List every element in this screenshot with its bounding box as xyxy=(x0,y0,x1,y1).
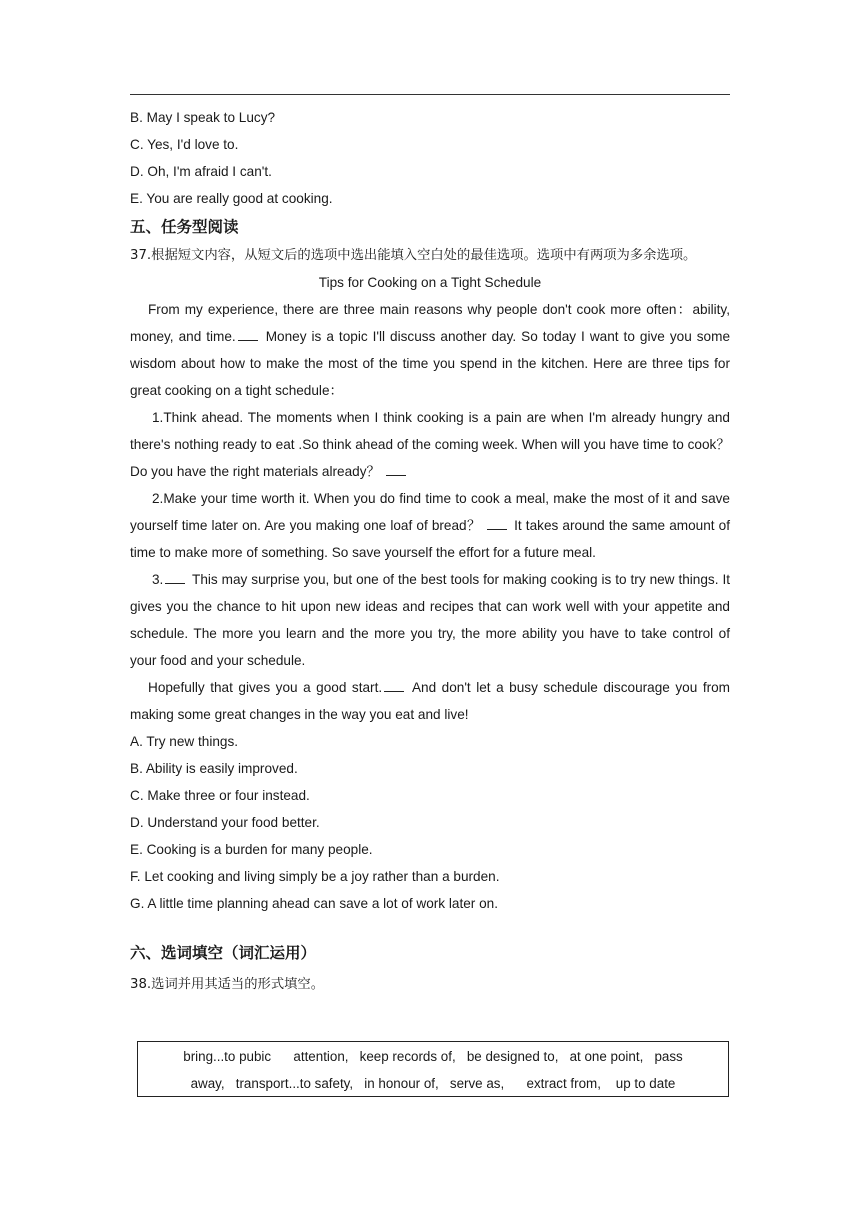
passage-title: Tips for Cooking on a Tight Schedule xyxy=(318,275,542,290)
word-bank-box xyxy=(137,1041,729,1097)
word-bank-line-2: away, transport...to safety, in honour of, serve as, extract from, up to date xyxy=(190,1076,676,1091)
question-37-instruction: 37.根据短文内容，从短文后的选项中选出能填入空白处的最佳选项。选项中有两项为多余选项。 xyxy=(130,248,697,263)
question-38-instruction: 38.选词并用其适当的形式填空。 xyxy=(130,977,325,992)
document-content xyxy=(130,104,730,998)
option-line: E. Cooking is a burden for many people. xyxy=(130,842,373,857)
option-line: G. A little time planning ahead can save a lot of work later on. xyxy=(130,896,498,911)
paragraph-text: And don't let a busy schedule discourage you from making some great changes in the way you eat and live! xyxy=(130,680,731,722)
paragraph-text: 2.Make your time worth it. When you do find time to cook a meal, make the most of it and save yourself time later on. Are you making one loaf of bread？ xyxy=(130,491,730,533)
passage-paragraph-5 xyxy=(130,674,730,728)
answer-blank-5 xyxy=(384,679,404,692)
option-line: E. You are really good at cooking. xyxy=(130,191,333,206)
option-line: A. Try new things. xyxy=(130,734,239,749)
option-line: C. Yes, I'd love to. xyxy=(130,137,239,152)
answer-options xyxy=(130,728,730,917)
option-line: F. Let cooking and living simply be a joy rather than a burden. xyxy=(130,869,500,884)
paragraph-text: 3. xyxy=(152,572,164,587)
answer-blank-4 xyxy=(165,571,185,584)
option-line: B. May I speak to Lucy? xyxy=(130,110,276,125)
paragraph-text: This may surprise you, but one of the best tools for making cooking is to try new things. It gives you the chance to hit upon new ideas and recipes that can work well with your appetite and schedule. The more you learn and the more you try, the more ability you have to take control of your food and your schedule. xyxy=(130,572,730,668)
paragraph-text: Money is a topic I'll discuss another day. So today I want to give you some wisdom about how to make the most of the time you spend in the kitchen. Here are three tips for great cooking on a tight schedule： xyxy=(130,329,730,398)
previous-options xyxy=(130,104,730,212)
passage-tip-2 xyxy=(130,485,730,566)
answer-blank-1 xyxy=(238,328,258,341)
passage-paragraph-1 xyxy=(130,296,730,404)
option-line: D. Oh, I'm afraid I can't. xyxy=(130,164,272,179)
paragraph-text: 1.Think ahead. The moments when I think cooking is a pain are when I'm already hungry and there's nothing ready to eat .So think ahead of the coming week. When will you have time to cook？ Do you have the right materials already？ xyxy=(130,410,730,479)
answer-blank-2 xyxy=(386,463,406,476)
option-line: D. Understand your food better. xyxy=(130,815,320,830)
paragraph-text: From my experience, there are three main reasons why people don't cook more often：ability, money, and time. xyxy=(130,302,730,344)
word-bank-line-1: bring...to pubic attention, keep records of, be designed to, at one point, pass xyxy=(183,1049,683,1064)
paragraph-text: It takes around the same amount of time to make more of something. So save yourself the effort for a future meal. xyxy=(130,518,731,560)
option-line: B. Ability is easily improved. xyxy=(130,761,298,776)
paragraph-text: Hopefully that gives you a good start. xyxy=(148,680,383,695)
header-rule xyxy=(130,94,730,95)
answer-blank-3 xyxy=(487,517,507,530)
option-line: C. Make three or four instead. xyxy=(130,788,310,803)
passage-tip-1 xyxy=(130,404,730,485)
passage-tip-3 xyxy=(130,566,730,674)
section-heading-6: 六、选词填空（词汇运用） xyxy=(130,944,317,962)
section-heading-5: 五、任务型阅读 xyxy=(130,218,239,236)
